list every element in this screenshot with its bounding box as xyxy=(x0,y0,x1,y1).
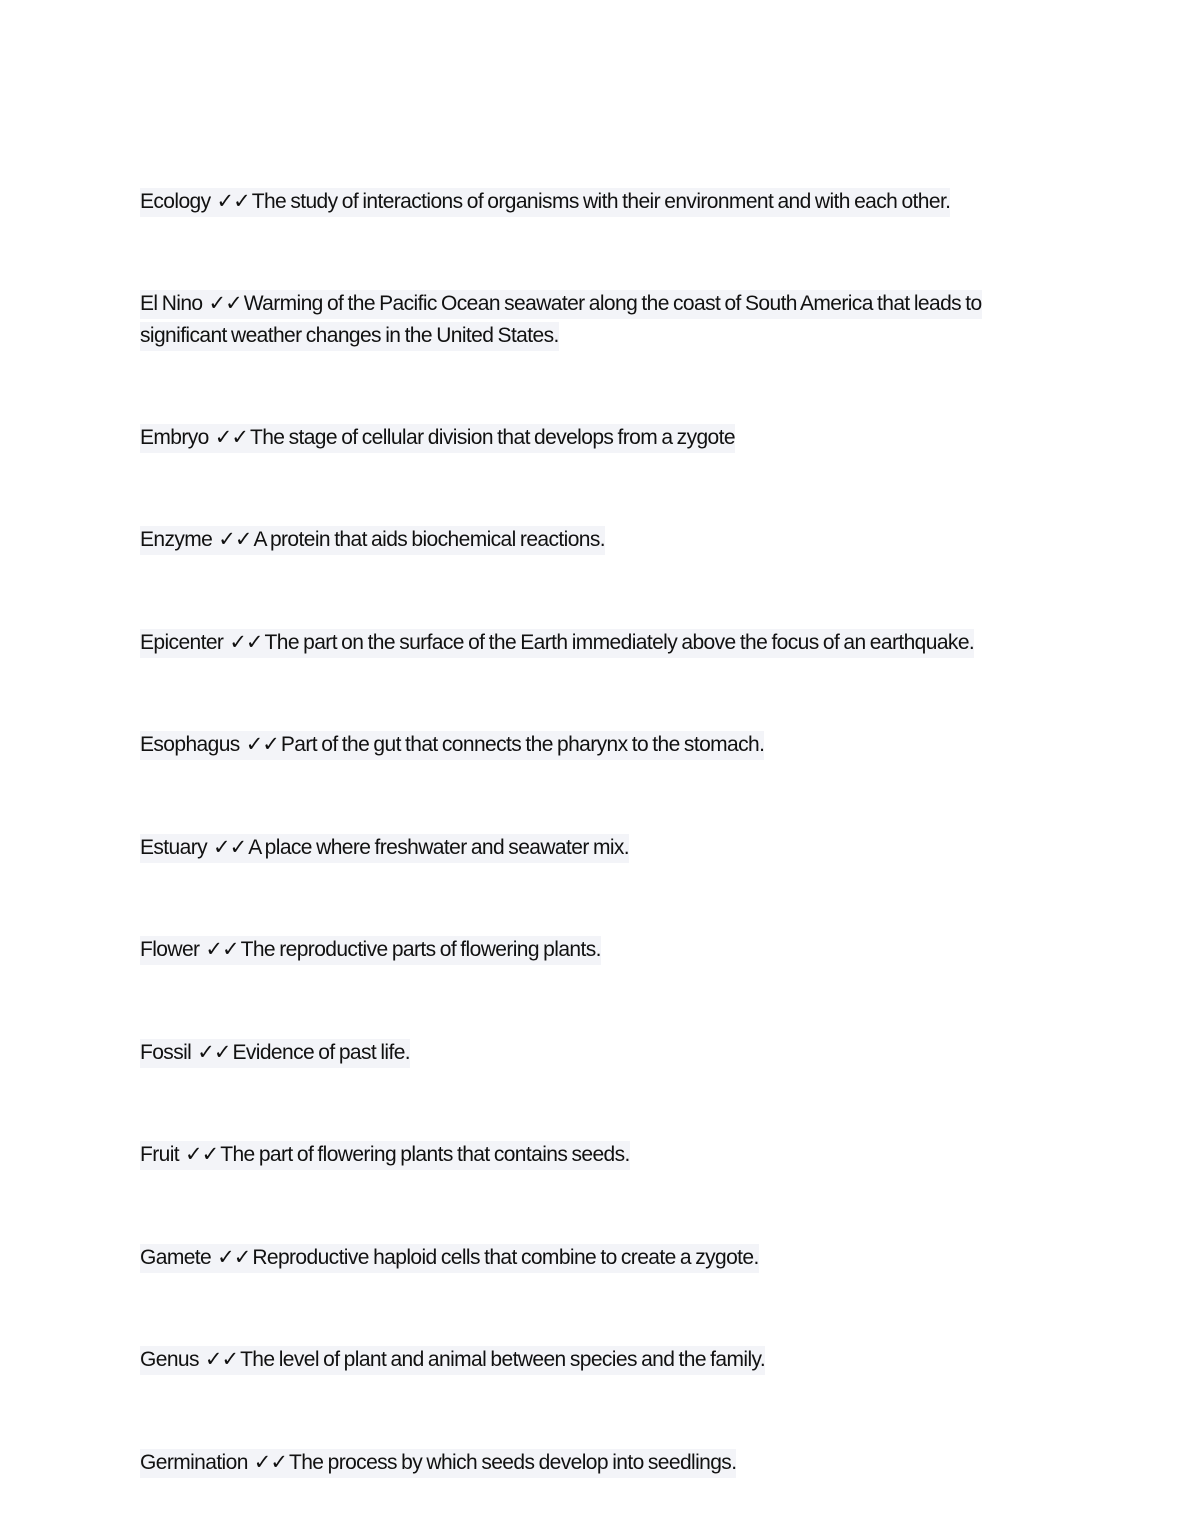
definition: The study of interactions of organisms with their environment and with each other. xyxy=(251,190,951,213)
definition: Reproductive haploid cells that combine to create a zygote. xyxy=(252,1246,759,1269)
entry-text xyxy=(140,290,982,351)
entry-text xyxy=(140,1346,765,1375)
entry-embryo xyxy=(140,421,1000,454)
definition: The stage of cellular division that develops from a zygote xyxy=(249,426,735,449)
term: Enzyme xyxy=(140,528,213,551)
definition: Part of the gut that connects the pharynx to the stomach. xyxy=(280,733,765,756)
term: Embryo xyxy=(140,426,209,449)
entry-text xyxy=(140,834,629,863)
entry-text xyxy=(140,526,605,555)
double-check-icon: ✓✓ xyxy=(229,630,263,654)
term: Fossil xyxy=(140,1041,192,1064)
entry-epicenter xyxy=(140,626,1000,659)
entry-text xyxy=(140,1244,759,1273)
double-check-icon: ✓✓ xyxy=(185,1142,219,1166)
definition: The reproductive parts of flowering plants. xyxy=(240,938,601,961)
term: Estuary xyxy=(140,836,207,859)
entry-esophagus xyxy=(140,728,1000,761)
entry-gamete xyxy=(140,1241,1000,1274)
entry-estuary xyxy=(140,831,1000,864)
entry-text xyxy=(140,629,974,658)
entry-text xyxy=(140,424,735,453)
double-check-icon: ✓✓ xyxy=(218,527,252,551)
term: Germination xyxy=(140,1451,248,1474)
term: Esophagus xyxy=(140,733,240,756)
entry-fruit xyxy=(140,1138,1000,1171)
definition: A place where freshwater and seawater mix. xyxy=(248,836,630,859)
double-check-icon: ✓✓ xyxy=(217,1245,251,1269)
term: Epicenter xyxy=(140,631,224,654)
definition: Warming of the Pacific Ocean seawater along the coast of South America that leads to significant weather changes in the United States. xyxy=(140,292,982,347)
double-check-icon: ✓✓ xyxy=(205,937,239,961)
entry-text xyxy=(140,1141,630,1170)
entry-el-nino xyxy=(140,287,1000,352)
entry-flower xyxy=(140,933,1000,966)
entry-fossil xyxy=(140,1036,1000,1069)
term: Gamete xyxy=(140,1246,212,1269)
entry-genus xyxy=(140,1343,1000,1376)
double-check-icon: ✓✓ xyxy=(216,189,250,213)
term: Ecology xyxy=(140,190,211,213)
term: Flower xyxy=(140,938,200,961)
entry-ecology xyxy=(140,185,1000,218)
entry-text xyxy=(140,1039,410,1068)
term: El Nino xyxy=(140,292,203,315)
entry-text xyxy=(140,1449,736,1478)
entry-text xyxy=(140,731,764,760)
entry-enzyme xyxy=(140,523,1000,556)
definition: The level of plant and animal between species and the family. xyxy=(240,1348,766,1371)
definition: The process by which seeds develop into seedlings. xyxy=(289,1451,737,1474)
definition: The part of flowering plants that contains seeds. xyxy=(220,1143,630,1166)
definition: A protein that aids biochemical reactions. xyxy=(253,528,605,551)
double-check-icon: ✓✓ xyxy=(197,1040,231,1064)
definition: Evidence of past life. xyxy=(232,1041,411,1064)
double-check-icon: ✓✓ xyxy=(213,835,247,859)
entry-text xyxy=(140,188,950,217)
definition: The part on the surface of the Earth immediately above the focus of an earthquake. xyxy=(264,631,975,654)
double-check-icon: ✓✓ xyxy=(204,1347,239,1371)
entry-germination xyxy=(140,1446,1000,1479)
double-check-icon: ✓✓ xyxy=(214,425,248,449)
term: Fruit xyxy=(140,1143,180,1166)
double-check-icon: ✓✓ xyxy=(253,1450,287,1474)
term: Genus xyxy=(140,1348,199,1371)
entry-text xyxy=(140,936,601,965)
double-check-icon: ✓✓ xyxy=(245,732,279,756)
double-check-icon: ✓✓ xyxy=(208,291,242,315)
